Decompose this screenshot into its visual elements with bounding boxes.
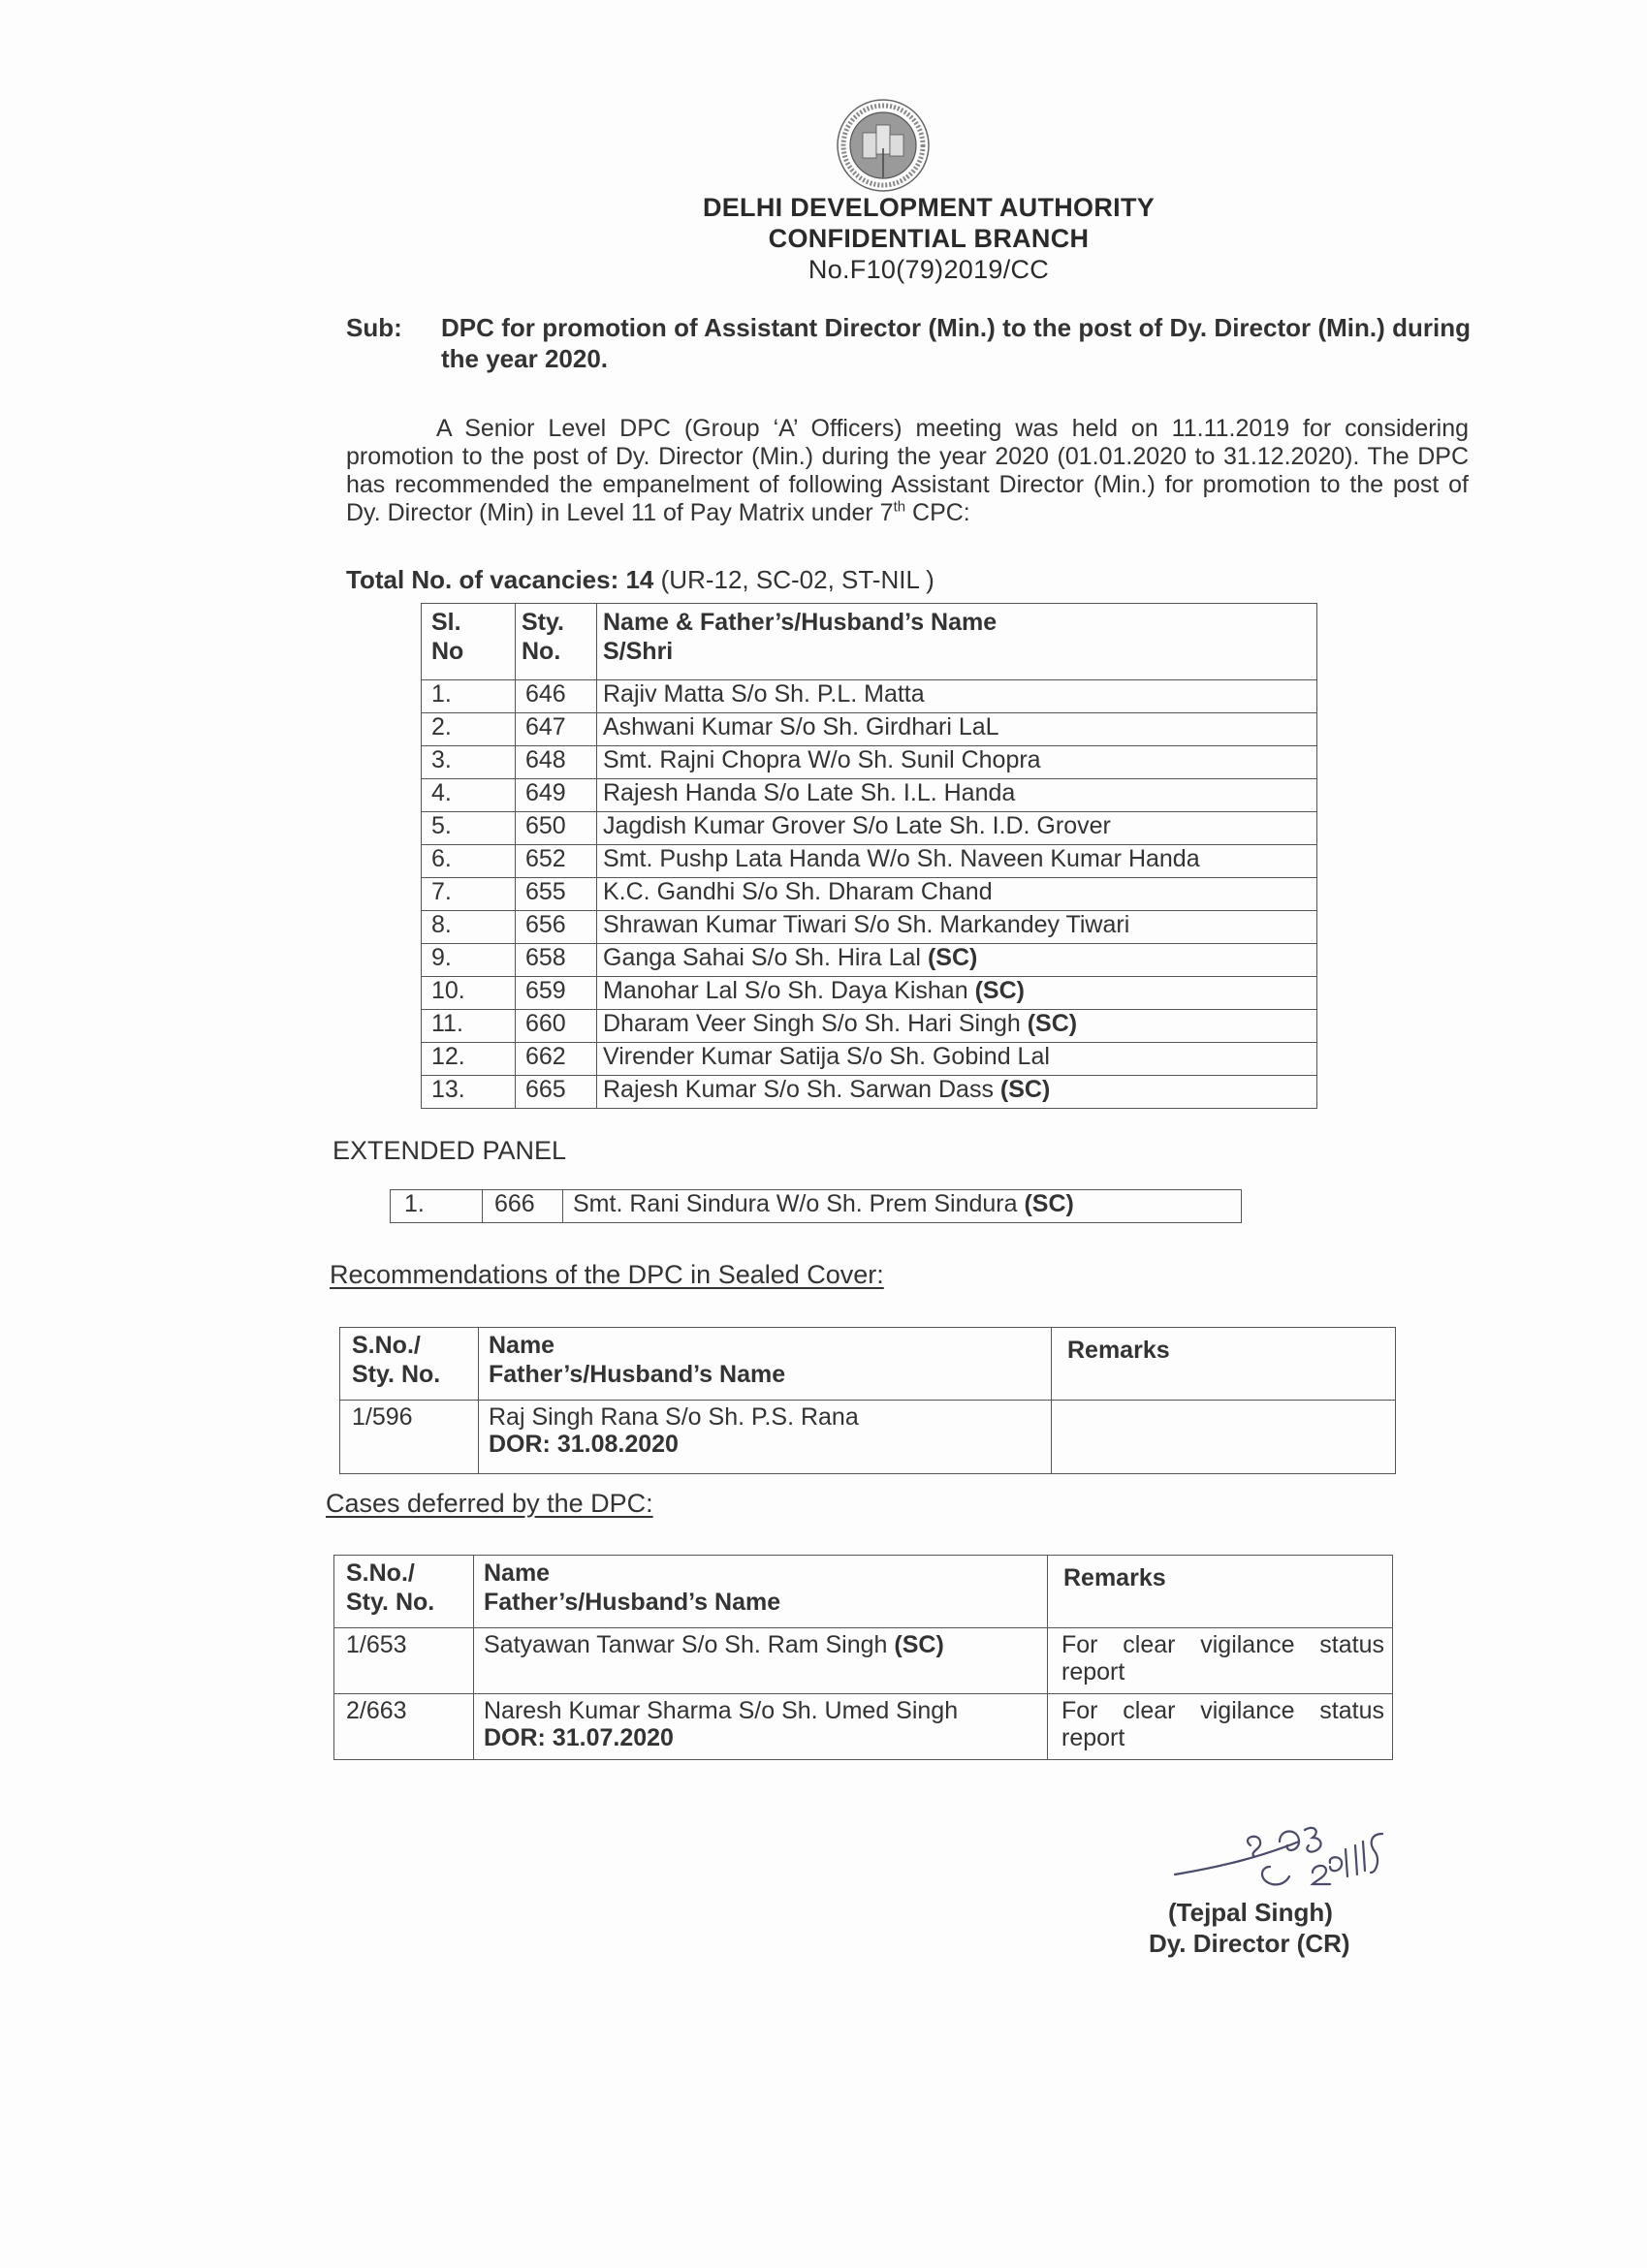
cell-sty-no: 652 (516, 845, 597, 878)
table-row (422, 1076, 1317, 1109)
vacancies-label: Total No. of vacancies: 14 (346, 565, 654, 594)
dda-logo (836, 98, 931, 193)
header-name: Name & Father’s/Husband’s Name S/Shri (597, 604, 1317, 680)
table-row (422, 878, 1317, 911)
header-sno: S.No./ Sty. No. (340, 1328, 479, 1401)
header-remarks: Remarks (1048, 1556, 1393, 1628)
subject-label: Sub: (346, 313, 402, 342)
cell-sty-no: 649 (516, 779, 597, 812)
deferred-table (333, 1555, 1393, 1760)
cell-name (563, 1190, 1242, 1223)
branch-name: CONFIDENTIAL BRANCH (768, 224, 1090, 253)
cell-sl-no: 11. (422, 1010, 516, 1043)
cell-name (597, 911, 1317, 944)
officer-name: Manohar Lal S/o Sh. Daya Kishan (603, 977, 975, 1004)
header-sl-no: Sl. No (422, 604, 516, 680)
officer-name: Satyawan Tanwar S/o Sh. Ram Singh (484, 1631, 895, 1658)
officer-name: Smt. Rajni Chopra W/o Sh. Sunil Chopra (603, 746, 1041, 773)
table-row (422, 944, 1317, 977)
paragraph-superscript: th (893, 498, 906, 516)
cell-sl-no: 3. (422, 746, 516, 779)
cell-sty-no: 665 (516, 1076, 597, 1109)
table-row (422, 680, 1317, 713)
cell-sl-no: 1. (391, 1190, 483, 1223)
sealed-cover-title: Recommendations of the DPC in Sealed Cover: (330, 1260, 884, 1289)
table-row (422, 1010, 1317, 1043)
empanelment-table (421, 603, 1317, 1109)
cell-sl-no: 8. (422, 911, 516, 944)
category-tag: (SC) (927, 944, 978, 971)
cell-name (597, 680, 1317, 713)
cell-sty-no: 656 (516, 911, 597, 944)
cell-remarks: For clear vigilance status report (1048, 1628, 1393, 1694)
cell-sno: 2/663 (334, 1694, 474, 1760)
org-name: DELHI DEVELOPMENT AUTHORITY (702, 193, 1156, 222)
cell-name (597, 812, 1317, 845)
paragraph-text: A Senior Level DPC (Group ‘A’ Officers) meeting was held on 11.11.2019 for considering promotion to the post of Dy. Director (Min.) during the year 2020 (01.01.2020 to 31.12.2020). The DPC has recommended the empanelment of following Assistant Director (Min.) for promotion to the post of Dy. Director (Min) in Level 11 of Pay Matrix under 7 (346, 415, 1469, 526)
header-sty-no: Sty. No. (516, 604, 597, 680)
cell-sl-no: 4. (422, 779, 516, 812)
table-row (422, 746, 1317, 779)
cell-sl-no: 10. (422, 977, 516, 1010)
sealed-cover-table (339, 1327, 1396, 1474)
cell-sty-no: 660 (516, 1010, 597, 1043)
deferred-title: Cases deferred by the DPC: (326, 1489, 653, 1518)
officer-name: K.C. Gandhi S/o Sh. Dharam Chand (603, 878, 993, 905)
table-row (334, 1628, 1393, 1694)
sealed-header-row (340, 1328, 1396, 1401)
table-row (334, 1694, 1393, 1760)
cell-name (474, 1628, 1048, 1694)
officer-name: Rajiv Matta S/o Sh. P.L. Matta (603, 680, 925, 708)
header-name: Name Father’s/Husband’s Name (479, 1328, 1052, 1401)
cell-sty-no: 655 (516, 878, 597, 911)
officer-name: Smt. Rani Sindura W/o Sh. Prem Sindura (573, 1190, 1025, 1217)
subject-text: DPC for promotion of Assistant Director (Min.) to the post of Dy. Director (Min.) during the year 2020. (441, 313, 1471, 373)
officer-name: Smt. Pushp Lata Handa W/o Sh. Naveen Kumar Handa (603, 845, 1200, 872)
cell-sl-no: 13. (422, 1076, 516, 1109)
cell-sl-no: 5. (422, 812, 516, 845)
header-name: Name Father’s/Husband’s Name (474, 1556, 1048, 1628)
cell-sl-no: 6. (422, 845, 516, 878)
officer-name: Raj Singh Rana S/o Sh. P.S. Rana (489, 1403, 859, 1431)
paragraph-end: CPC: (905, 499, 970, 526)
cell-sty-no: 666 (483, 1190, 563, 1223)
vacancies-line (346, 565, 934, 595)
cell-sno: 1/596 (340, 1401, 479, 1474)
cell-sty-no: 659 (516, 977, 597, 1010)
signatory-name: (Tejpal Singh) (1168, 1898, 1333, 1927)
officer-name: Rajesh Handa S/o Late Sh. I.L. Handa (603, 779, 1016, 806)
cell-sty-no: 646 (516, 680, 597, 713)
cell-name (474, 1694, 1048, 1760)
cell-name (597, 845, 1317, 878)
category-tag: (SC) (999, 1076, 1051, 1103)
cell-name (597, 1010, 1317, 1043)
table-row (422, 779, 1317, 812)
officer-name: Ashwani Kumar S/o Sh. Girdhari LaL (603, 713, 999, 740)
file-number: No.F10(79)2019/CC (808, 255, 1050, 284)
cell-sl-no: 7. (422, 878, 516, 911)
cell-sty-no: 662 (516, 1043, 597, 1076)
category-tag: (SC) (894, 1631, 944, 1658)
category-tag: (SC) (1024, 1190, 1074, 1217)
cell-sl-no: 12. (422, 1043, 516, 1076)
officer-name: Virender Kumar Satija S/o Sh. Gobind Lal (603, 1043, 1050, 1070)
officer-name: Ganga Sahai S/o Sh. Hira Lal (603, 944, 928, 971)
cell-sty-no: 647 (516, 713, 597, 746)
extended-panel-title: EXTENDED PANEL (333, 1136, 567, 1165)
table-row (340, 1401, 1396, 1474)
table-row (422, 713, 1317, 746)
cell-sty-no: 648 (516, 746, 597, 779)
cell-sl-no: 9. (422, 944, 516, 977)
header-remarks: Remarks (1052, 1328, 1396, 1401)
category-tag: (SC) (974, 977, 1025, 1004)
cell-name (597, 1043, 1317, 1076)
officer-name: Shrawan Kumar Tiwari S/o Sh. Markandey Tiwari (603, 911, 1130, 938)
cell-sl-no: 1. (422, 680, 516, 713)
officer-name: Naresh Kumar Sharma S/o Sh. Umed Singh (484, 1697, 959, 1724)
table-row (422, 1043, 1317, 1076)
cell-name (597, 944, 1317, 977)
date-of-retirement: DOR: 31.07.2020 (484, 1724, 674, 1751)
cell-sty-no: 650 (516, 812, 597, 845)
table-row (422, 812, 1317, 845)
cell-remarks (1052, 1401, 1396, 1474)
table-row (422, 845, 1317, 878)
cell-name (597, 713, 1317, 746)
table-header-row (422, 604, 1317, 680)
dda-emblem-icon (836, 98, 931, 193)
cell-name (597, 878, 1317, 911)
body-paragraph (346, 415, 1469, 527)
handwritten-signature-icon (1115, 1812, 1444, 1909)
table-row (422, 911, 1317, 944)
extended-panel-table (390, 1189, 1242, 1223)
cell-name (479, 1401, 1052, 1474)
cell-sno: 1/653 (334, 1628, 474, 1694)
officer-name: Rajesh Kumar S/o Sh. Sarwan Dass (603, 1076, 1000, 1103)
table-row (422, 977, 1317, 1010)
header-sno: S.No./ Sty. No. (334, 1556, 474, 1628)
cell-sl-no: 2. (422, 713, 516, 746)
table-row (391, 1190, 1242, 1223)
cell-name (597, 779, 1317, 812)
deferred-header-row (334, 1556, 1393, 1628)
cell-name (597, 977, 1317, 1010)
cell-sty-no: 658 (516, 944, 597, 977)
date-of-retirement: DOR: 31.08.2020 (489, 1431, 679, 1458)
vacancies-detail: (UR-12, SC-02, ST-NIL ) (653, 565, 934, 594)
officer-name: Dharam Veer Singh S/o Sh. Hari Singh (603, 1010, 1028, 1037)
officer-name: Jagdish Kumar Grover S/o Late Sh. I.D. Grover (603, 812, 1111, 839)
signatory-designation: Dy. Director (CR) (1149, 1929, 1350, 1958)
category-tag: (SC) (1027, 1010, 1078, 1037)
cell-name (597, 746, 1317, 779)
cell-name (597, 1076, 1317, 1109)
cell-remarks: For clear vigilance status report (1048, 1694, 1393, 1760)
